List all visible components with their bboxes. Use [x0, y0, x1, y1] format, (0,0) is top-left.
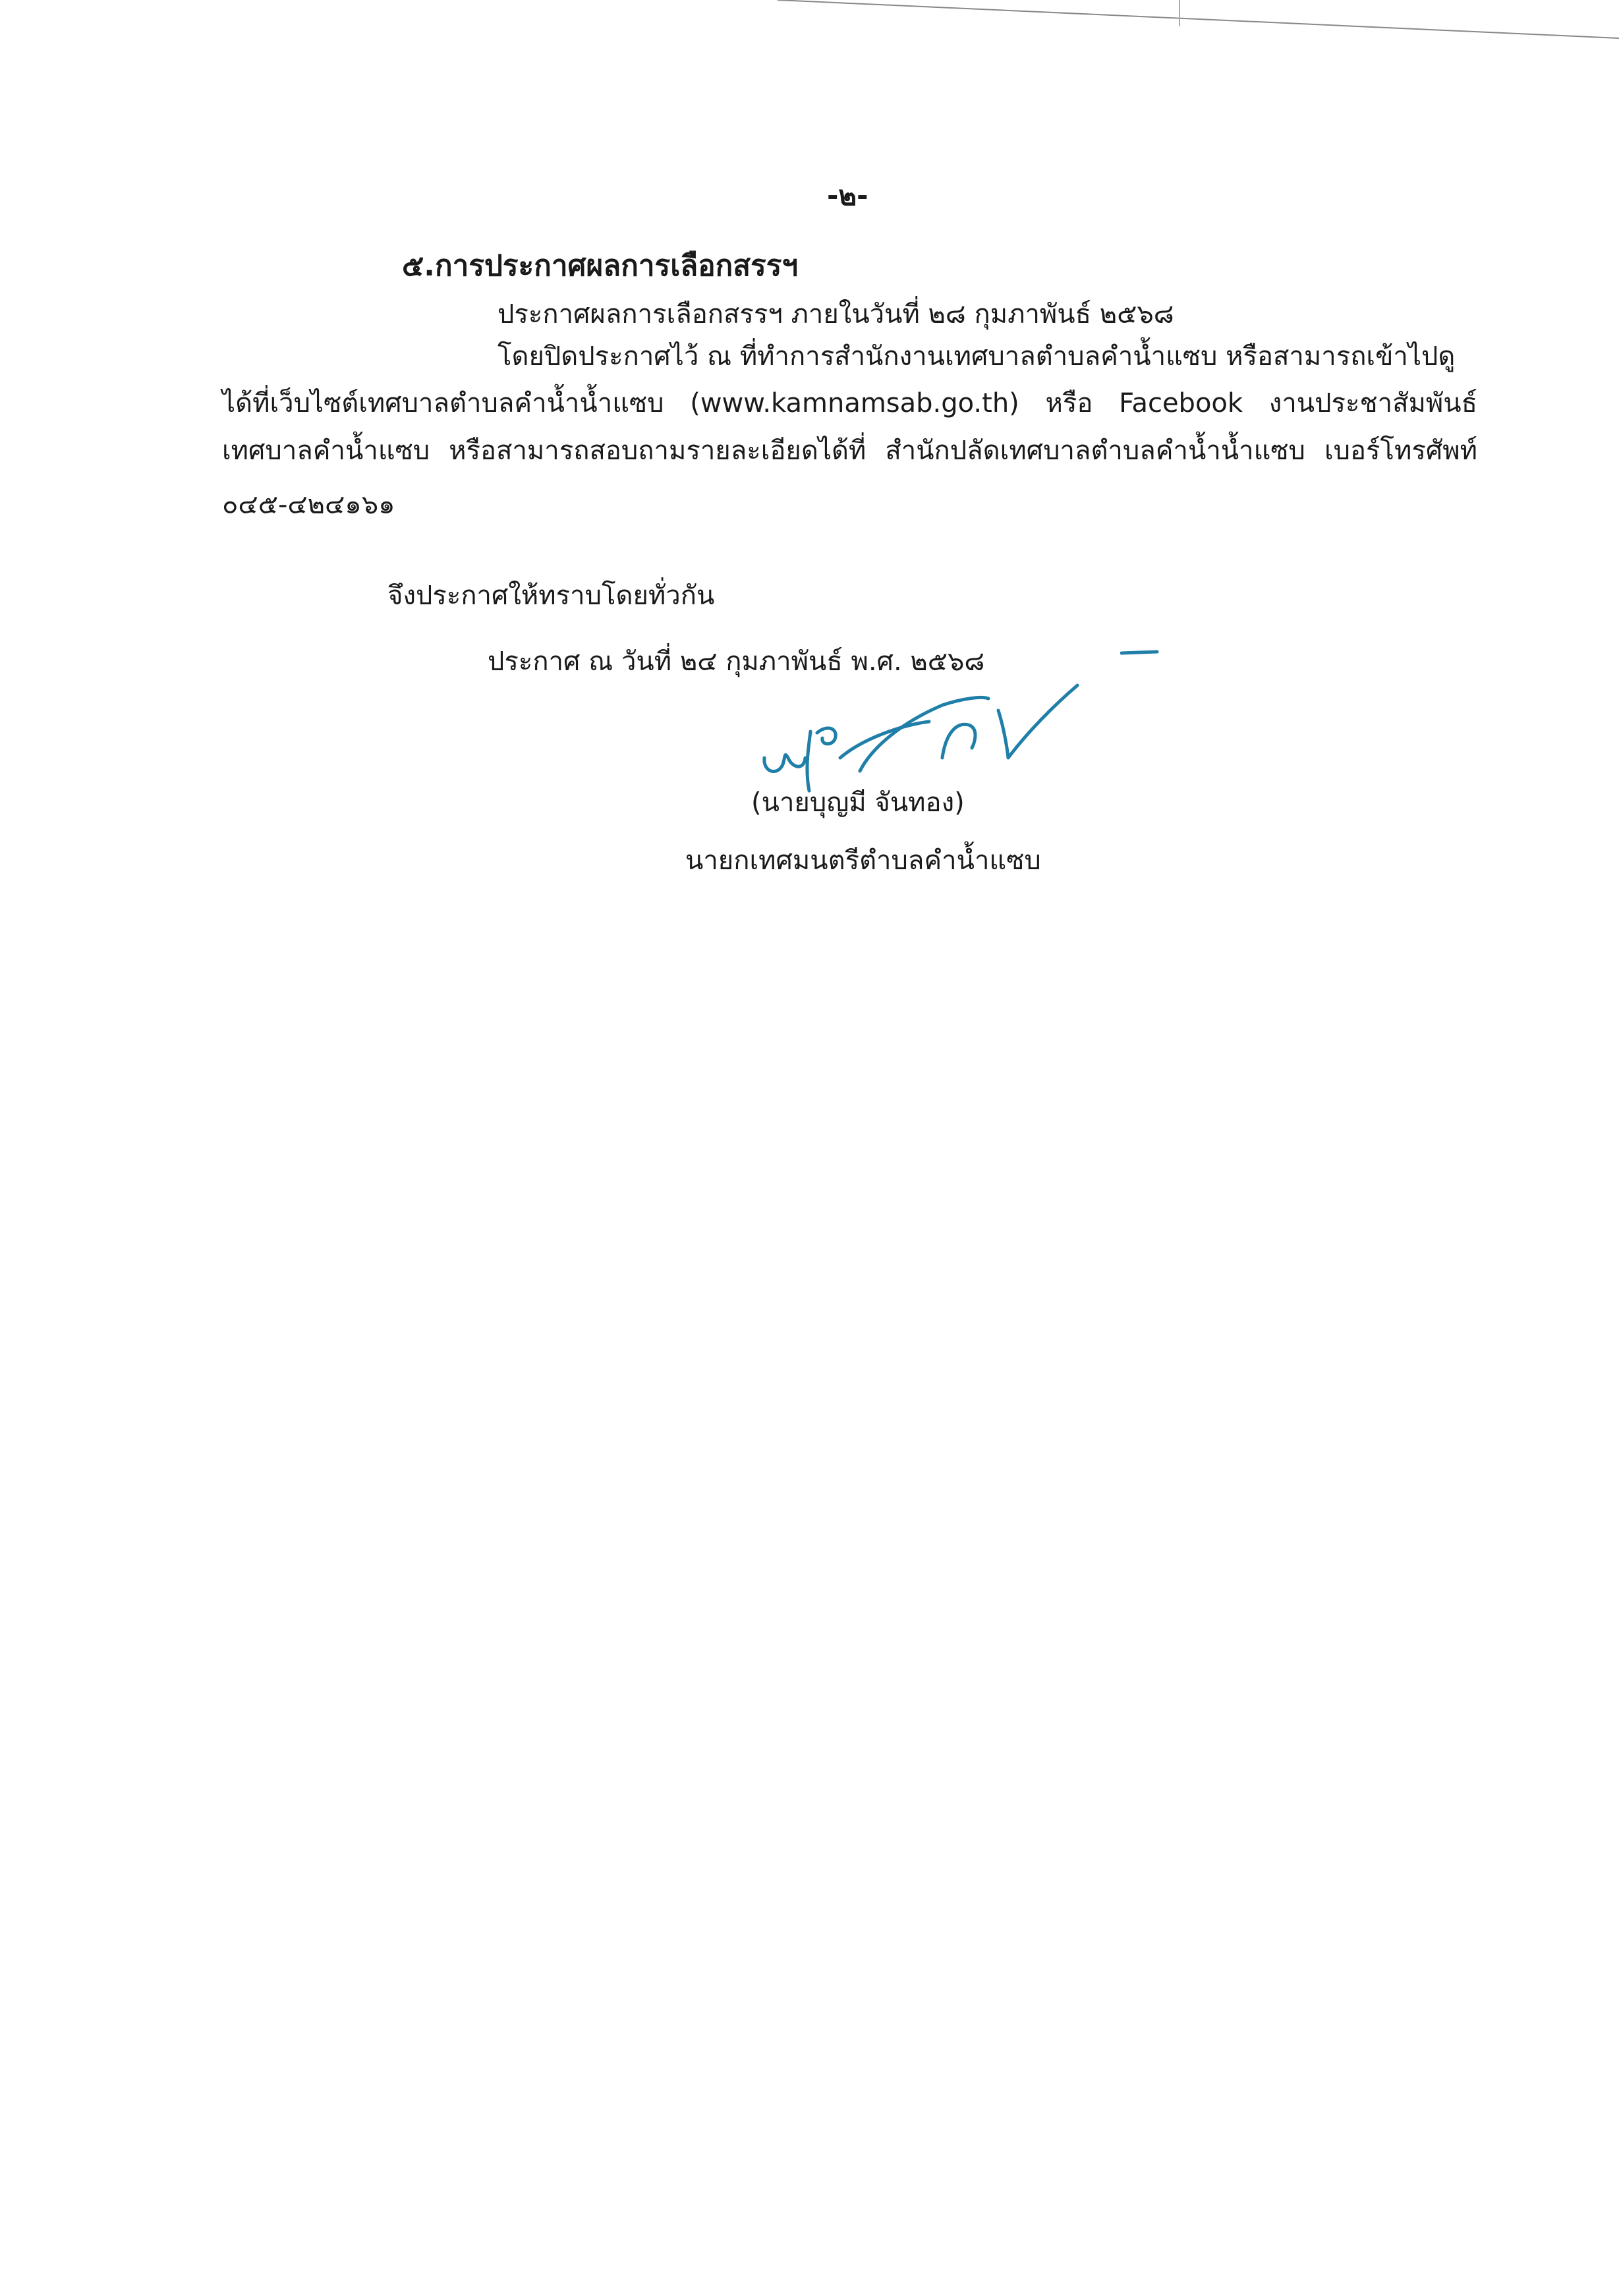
signatory-position: นายกเทศมนตรีตำบลคำน้ำแซบ [685, 846, 1041, 876]
paragraph-1: ประกาศผลการเลือกสรรฯ ภายในวันที่ ๒๘ กุมภาพันธ์ ๒๕๖๘ [497, 299, 1174, 330]
paragraph-2-line-3: เทศบาลคำน้ำแซบ หรือสามารถสอบถามรายละเอียดได้ที่ สำนักปลัดเทศบาลตำบลคำน้ำน้ำแซบ เบอร์โทรศัพท์ [222, 436, 1477, 466]
closing-statement: จึงประกาศให้ทราบโดยทั่วกัน [387, 581, 715, 611]
scan-edge-lines [0, 0, 1619, 53]
announcement-date: ประกาศ ณ วันที่ ๒๔ กุมภาพันธ์ พ.ศ. ๒๕๖๘ [488, 646, 985, 677]
paragraph-2-line-1: โดยปิดประกาศไว้ ณ ที่ทำการสำนักงานเทศบาลตำบลคำน้ำแซบ หรือสามารถเข้าไปดู [497, 341, 1456, 372]
page-number: -๒- [827, 179, 868, 212]
pen-stroke-mark [1120, 649, 1160, 656]
section-heading: ๕.การประกาศผลการเลือกสรรฯ [402, 249, 799, 283]
signatory-name: (นายบุญมี จันทอง) [751, 788, 965, 818]
paragraph-2-line-2: ได้ที่เว็บไซต์เทศบาลตำบลคำน้ำน้ำแซบ (www.kamnamsab.go.th) หรือ Facebook งานประชาสัมพันธ์ [222, 388, 1477, 418]
paragraph-2-line-4: ๐๔๕-๔๒๔๑๖๑ [222, 490, 395, 520]
